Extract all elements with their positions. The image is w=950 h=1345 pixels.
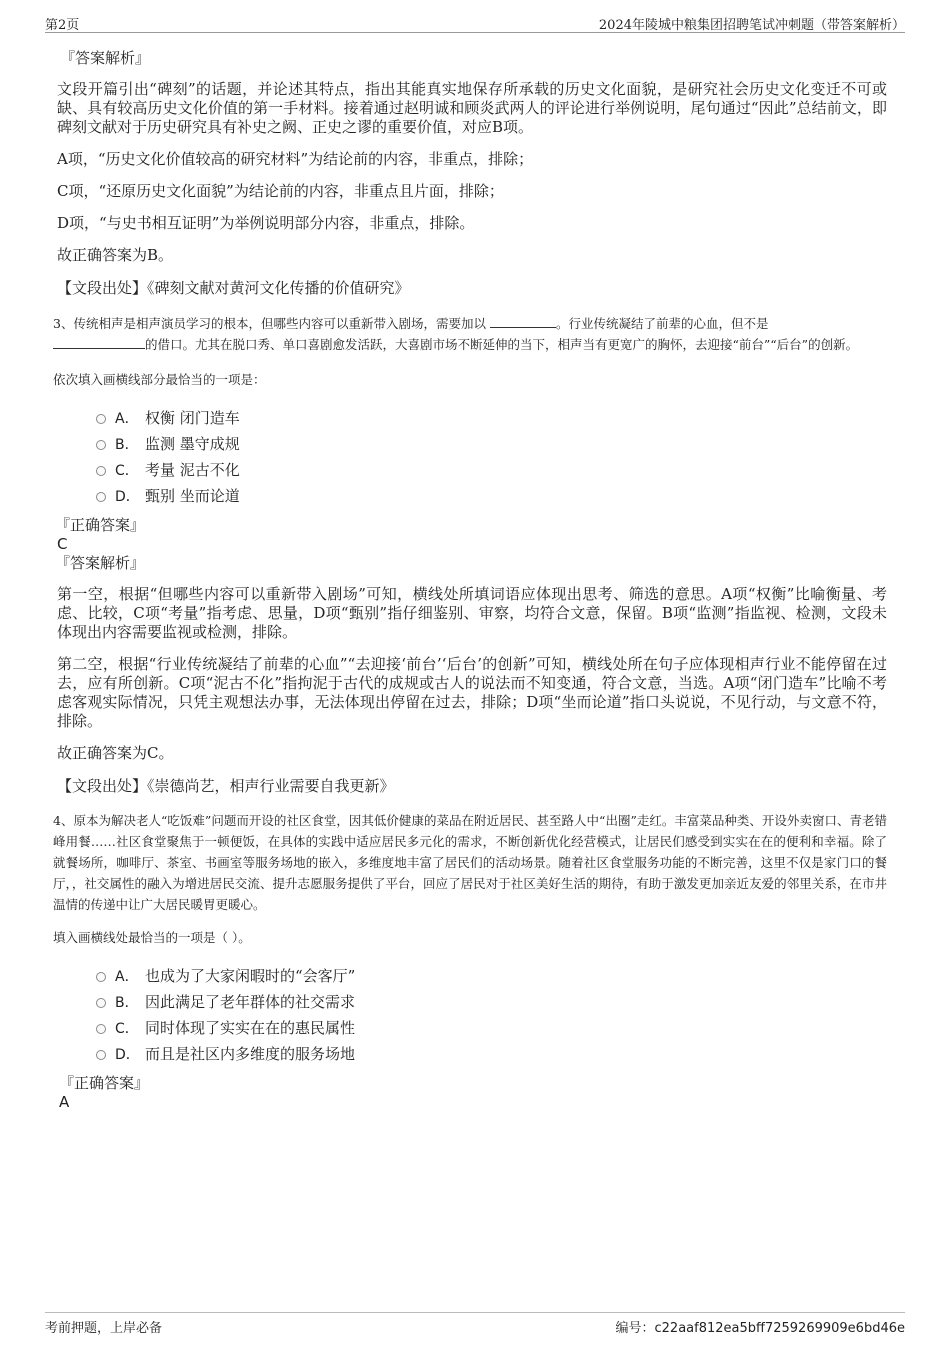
q3-option-c[interactable]: C． 考量 泥古不化	[95, 457, 887, 483]
radio-icon[interactable]	[96, 1024, 106, 1034]
q3-option-a[interactable]: A． 权衡 闭门造车	[95, 405, 887, 431]
q2-analysis-paragraph: 文段开篇引出“碑刻”的话题，并论述其特点，指出其能真实地保存所承载的历史文化面貌，是研究社会历史文化变迁不可或缺、具有较高历史文化价值的第一手材料。接着通过赵明诚和顾炎武两人的评论进行举例说明，尾句通过“因此”总结前文，即碑刻文献对于历史研究具有补史之阙、正史之谬的重要价值，对应B项。	[57, 80, 887, 136]
q3-analysis-paragraph-2: 第二空，根据“行业传统凝结了前辈的心血”“去迎接‘前台’‘后台’的创新”可知，横线处所在句子应体现相声行业不能停留在过去，应有所创新。C项“泥古不化”指拘泥于古代的成规或古人的说法而不知变通，符合文意，当选。A项“闭门造车”比喻不考虑客观实际情况，只凭主观想法办事，无法体现出停留在过去，排除；D项“坐而论道”指口头说说，不见行动，与文意不符，排除。	[57, 655, 887, 730]
q3-options	[95, 405, 887, 509]
page-footer	[45, 1312, 905, 1335]
q3-stem-part-1: 3、传统相声是相声演员学习的根本，但哪些内容可以重新带入剧场，需要加以	[53, 316, 486, 331]
q3-option-b[interactable]: B． 监测 墨守成规	[95, 431, 887, 457]
radio-icon[interactable]	[96, 998, 106, 1008]
q4-options	[95, 963, 887, 1067]
q4-option-b[interactable]: B． 因此满足了老年群体的社交需求	[95, 989, 887, 1015]
q3-source: 【文段出处】《崇德尚艺，相声行业需要自我更新》	[57, 777, 395, 795]
q3-option-d[interactable]: D． 甄别 坐而论道	[95, 483, 887, 509]
q4-option-a[interactable]: A． 也成为了大家闲暇时的“会客厅”	[95, 963, 887, 989]
q2-analysis-heading: 『答案解析』	[60, 49, 151, 67]
q4-option-c[interactable]: C． 同时体现了实实在在的惠民属性	[95, 1015, 887, 1041]
radio-icon[interactable]	[96, 466, 106, 476]
page-number: 第2页	[45, 18, 80, 33]
q3-correct-answer: C	[57, 535, 68, 553]
footer-code: 编号：c22aaf812ea5bff7259269909e6bd46e	[615, 1321, 905, 1336]
radio-icon[interactable]	[96, 414, 106, 424]
q3-stem-part-2: 。行业传统凝结了前辈的心血，但不是	[555, 316, 769, 331]
page-content	[53, 48, 887, 1111]
q3-correct-heading: 『正确答案』	[55, 516, 146, 534]
radio-icon[interactable]	[96, 972, 106, 982]
q3-stem	[53, 313, 887, 355]
q2-conclusion: 故正确答案为B。	[57, 246, 174, 264]
q3-instruction: 依次填入画横线部分最恰当的一项是：	[53, 372, 266, 387]
q4-stem: 4、原本为解决老人“吃饭难”问题而开设的社区食堂，因其低价健康的菜品在附近居民、甚至路人中“出圈”走红。丰富菜品种类、开设外卖窗口、青老错峰用餐……社区食堂聚焦于一顿便饭，在具体的实践中适应居民多元化的需求，不断创新优化经营模式，让居民们感受到实实在在的便利和幸福。除了就餐场所，咖啡厅、茶室、书画室等服务场地的嵌入，多维度地丰富了居民们的活动场景。随着社区食堂服务功能的不断完善，这里不仅是家门口的餐厅，，社交属性的融入为增进居民交流、提升志愿服务提供了平台，回应了居民对于社区美好生活的期待，有助于激发更加亲近友爱的邻里关系，在市井温情的传递中让广大居民暖胃更暖心。	[53, 813, 887, 912]
q3-blank-2	[53, 335, 145, 349]
q3-conclusion: 故正确答案为C。	[57, 744, 174, 762]
q2-analysis-option-d: D项，“与史书相互证明”为举例说明部分内容，非重点，排除。	[57, 214, 475, 232]
radio-icon[interactable]	[96, 1050, 106, 1060]
document-title: 2024年陵城中粮集团招聘笔试冲刺题（带答案解析）	[598, 18, 905, 33]
q2-analysis-option-c: C项，“还原历史文化面貌”为结论前的内容，非重点且片面，排除；	[57, 182, 504, 200]
q2-analysis-option-a: A项，“历史文化价值较高的研究材料”为结论前的内容，非重点，排除；	[57, 150, 534, 168]
q4-option-d[interactable]: D． 而且是社区内多维度的服务场地	[95, 1041, 887, 1067]
page-header	[45, 12, 905, 33]
footer-slogan: 考前押题，上岸必备	[45, 1321, 163, 1336]
q2-source: 【文段出处】《碑刻文献对黄河文化传播的价值研究》	[57, 279, 410, 297]
q4-correct-heading: 『正确答案』	[59, 1074, 150, 1092]
q3-stem-part-3: 的借口。尤其在脱口秀、单口喜剧愈发活跃，大喜剧市场不断延伸的当下，相声当有更宽广的胸怀，去迎接“前台”“后台”的创新。	[145, 337, 859, 352]
radio-icon[interactable]	[96, 492, 106, 502]
radio-icon[interactable]	[96, 440, 106, 450]
q4-correct-answer: A	[59, 1093, 70, 1111]
q4-instruction: 填入画横线处最恰当的一项是（ ）。	[53, 930, 251, 945]
q3-analysis-heading: 『答案解析』	[55, 554, 146, 572]
q3-blank-1	[490, 314, 556, 328]
q3-analysis-paragraph-1: 第一空，根据“但哪些内容可以重新带入剧场”可知，横线处所填词语应体现出思考、筛选的意思。A项“权衡”比喻衡量、考虑、比较，C项“考量”指考虑、思量，D项“甄别”指仔细鉴别、审察，均符合文意，保留。B项“监测”指监视、检测，文段未体现出内容需要监视或检测，排除。	[57, 585, 887, 641]
